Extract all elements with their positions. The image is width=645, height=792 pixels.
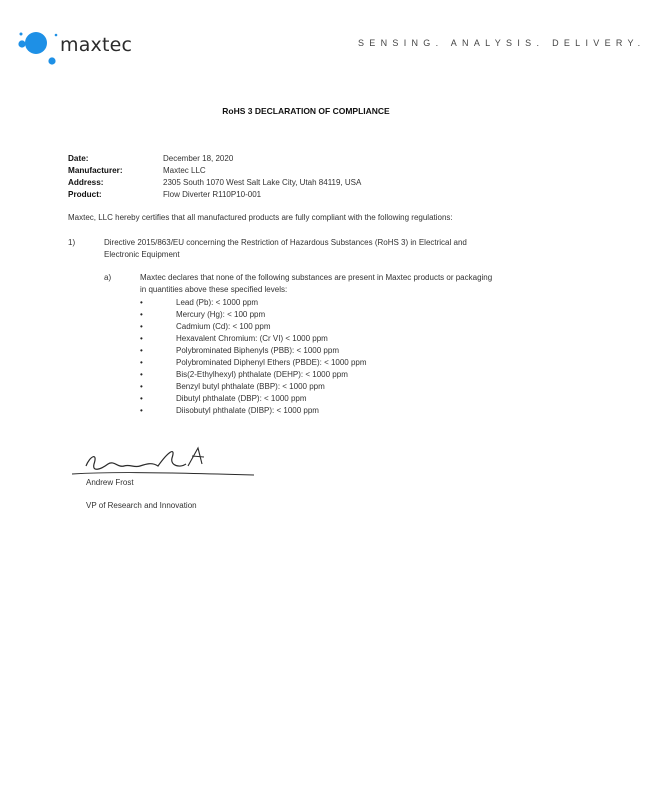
list-item: Benzyl butyl phthalate (BBP): < 1000 ppm	[176, 382, 325, 391]
document-title: RoHS 3 DECLARATION OF COMPLIANCE	[222, 106, 390, 116]
list-bullet: •	[140, 322, 143, 331]
list-item: Bis(2-Ethylhexyl) phthalate (DEHP): < 1000 ppm	[176, 370, 348, 379]
list-bullet: •	[140, 346, 143, 355]
list-item: Diisobutyl phthalate (DIBP): < 1000 ppm	[176, 406, 319, 415]
directive-line-2: Electronic Equipment	[104, 250, 180, 259]
list-item: Cadmium (Cd): < 100 ppm	[176, 322, 271, 331]
clause-line-2: in quantities above these specified levels:	[140, 285, 288, 294]
directive-line-1: Directive 2015/863/EU concerning the Restriction of Hazardous Substances (RoHS 3) in Electrical and	[104, 238, 467, 247]
list-item: Mercury (Hg): < 100 ppm	[176, 310, 266, 319]
list-bullet: •	[140, 334, 143, 343]
list-bullet: •	[140, 310, 143, 319]
list-bullet: •	[140, 370, 143, 379]
directive-number: 1)	[68, 238, 76, 247]
product-value: Flow Diverter R110P10-001	[163, 190, 262, 199]
list-item: Polybrominated Biphenyls (PBB): < 1000 ppm	[176, 346, 339, 355]
product-label: Product:	[68, 190, 102, 199]
maxtec-logo-icon	[14, 28, 60, 72]
signatory-name: Andrew Frost	[86, 478, 134, 487]
clause-line-1: Maxtec declares that none of the following substances are present in Maxtec products or packaging	[140, 273, 493, 282]
list-bullet: •	[140, 298, 143, 307]
list-bullet: •	[140, 394, 143, 403]
manufacturer-value: Maxtec LLC	[163, 166, 206, 175]
tagline: SENSING. ANALYSIS. DELIVERY.	[358, 38, 645, 48]
signatory-title: VP of Research and Innovation	[86, 501, 197, 510]
list-item: Lead (Pb): < 1000 ppm	[176, 298, 259, 307]
address-label: Address:	[68, 178, 104, 187]
manufacturer-label: Manufacturer:	[68, 166, 123, 175]
certification-statement: Maxtec, LLC hereby certifies that all manufactured products are fully compliant with the following regulations:	[68, 213, 453, 222]
list-bullet: •	[140, 382, 143, 391]
date-label: Date:	[68, 154, 89, 163]
address-value: 2305 South 1070 West Salt Lake City, Utah 84119, USA	[163, 178, 362, 187]
list-bullet: •	[140, 406, 143, 415]
list-item: Polybrominated Diphenyl Ethers (PBDE): < 1000 ppm	[176, 358, 367, 367]
list-item: Hexavalent Chromium: (Cr VI) < 1000 ppm	[176, 334, 328, 343]
brand-name: maxtec	[60, 34, 133, 56]
date-value: December 18, 2020	[163, 154, 234, 163]
list-item: Dibutyl phthalate (DBP): < 1000 ppm	[176, 394, 307, 403]
clause-letter: a)	[104, 273, 112, 282]
list-bullet: •	[140, 358, 143, 367]
